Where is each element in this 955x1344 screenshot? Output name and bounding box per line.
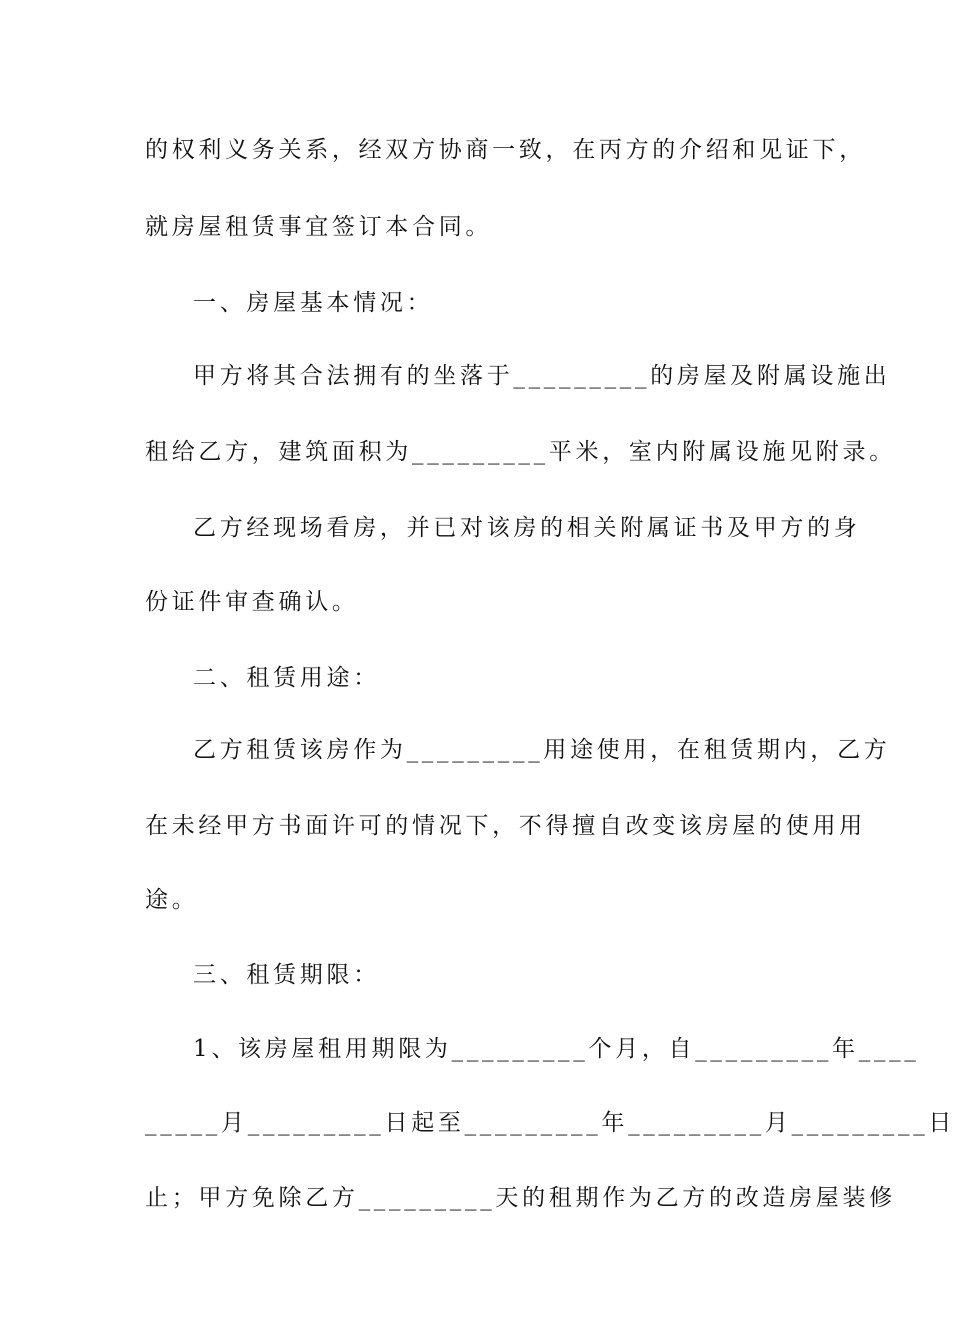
paragraph-line: 1、该房屋租用期限为_________个月，自_________年____ (193, 1036, 920, 1062)
section-heading-basic-info: 一、房屋基本情况： (193, 290, 434, 316)
paragraph-line: 租给乙方，建筑面积为_________平米，室内附属设施见附录。 (145, 439, 896, 465)
paragraph-line: 在未经甲方书面许可的情况下，不得擅自改变该房屋的使用用 (145, 813, 866, 839)
paragraph-line: 甲方将其合法拥有的坐落于_________的房屋及附属设施出 (193, 363, 891, 389)
paragraph-line: 乙方租赁该房作为_________用途使用，在租赁期内，乙方 (193, 737, 891, 763)
paragraph-line: 份证件审查确认。 (145, 589, 359, 615)
paragraph-line: 乙方经现场看房，并已对该房的相关附属证书及甲方的身 (193, 515, 861, 541)
section-heading-lease-use: 二、租赁用途： (193, 665, 380, 691)
section-heading-lease-term: 三、租赁期限： (193, 962, 380, 988)
paragraph-line: _____月_________日起至_________年_________月_________日 (145, 1110, 955, 1136)
paragraph-line: 的权利义务关系，经双方协商一致，在丙方的介绍和见证下， (145, 137, 866, 163)
paragraph-line: 途。 (145, 887, 199, 913)
paragraph-line: 止；甲方免除乙方_________天的租期作为乙方的改造房屋装修 (145, 1185, 896, 1211)
paragraph-line: 就房屋租赁事宜签订本合同。 (145, 214, 493, 240)
